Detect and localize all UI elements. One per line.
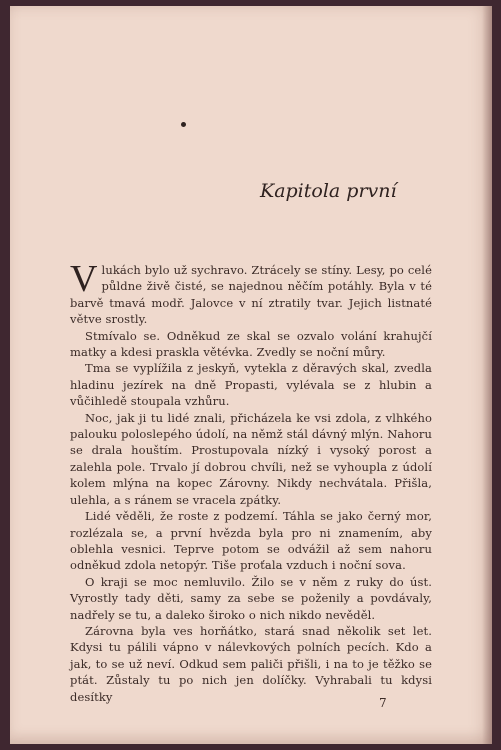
page-number: 7: [379, 696, 387, 710]
paragraph-4: Noc, jak ji tu lidé znali, přicházela ke vsi zdola, z vlhkého palouku poloslepého údolí, na němž stál dávný mlýn. Nahoru se drala houštím. Prostupovala nízký i vysoký porost a zalehla pole. Trvalo jí dobrou chvíli, než se vyhoupla z údolí kolem mlýna na kopec Zárovny. Nikdy nechvátala. Přišla, ulehla, a s ránem se vracela zpátky.: [70, 410, 432, 507]
chapter-title: Kapitola první: [260, 180, 397, 202]
paragraph-1: [70, 258, 432, 328]
paragraph-2: Stmívalo se. Odněkud ze skal se ozvalo volání krahujčí matky a kdesi praskla větévka. Zvedly se noční můry.: [70, 328, 432, 360]
paragraph-3: Tma se vyplížila z jeskyň, vytekla z děravých skal, zvedla hladinu jezírek na dně Propasti, vylévala se z hlubin a vůčihledě stoupala vzhůru.: [70, 361, 432, 409]
chapter-body: [70, 258, 432, 705]
paragraph-1-text: lukách bylo už sychravo. Ztrácely se stíny. Lesy, po celé půldne živě čisté, se najednou něčím potáhly. Byla v té barvě tmavá modř. Jalovce v ní ztratily tvar. Jejich listnaté větve srostly.: [70, 263, 432, 327]
ink-spot: [181, 122, 186, 127]
book-page: [10, 6, 492, 744]
page-edge-shadow: [482, 6, 492, 744]
drop-cap: V: [70, 258, 98, 300]
paragraph-7: Zárovna byla ves horňátko, stará snad několik set let. Kdysi tu pálili vápno v nálevkových polních pecích. Kdo a jak, to se už neví. Odkud sem paliči přišli, i na to je těžko se ptát. Zůstaly tu po nich jen dolíčky. Vyhrabali tu kdysi desítky: [70, 623, 432, 704]
paragraph-6: O kraji se moc nemluvilo. Žilo se v něm z ruky do úst. Vyrostly tady děti, samy za sebe se poženily a povdávaly, nadřely se tu, a daleko široko o nich nikdo nevěděl.: [70, 574, 432, 622]
paragraph-5: Lidé věděli, že roste z podzemí. Táhla se jako černý mor, rozlézala se, a první hvězda byla pro ni znamením, aby oblehla vesnici. Teprve potom se odvážil až sem nahoru odněkud zdola netopýr. Tiše proťala vzduch i noční sova.: [70, 509, 432, 573]
